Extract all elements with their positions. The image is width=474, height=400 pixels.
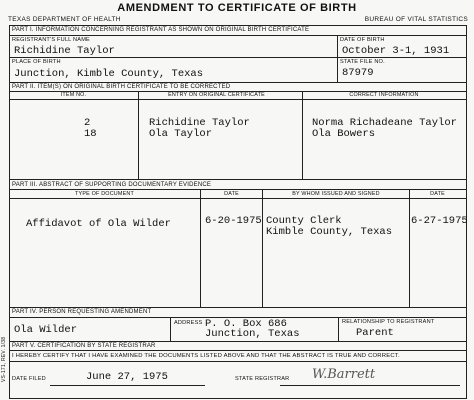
date-filed: June 27, 1975 <box>86 371 168 383</box>
item-no: 2 <box>84 117 91 129</box>
rule <box>9 99 466 100</box>
divider <box>338 317 339 341</box>
part4-heading: PART IV. PERSON REQUESTING AMENDMENT <box>12 309 152 315</box>
state-registrar-label: STATE REGISTRAR <box>235 376 290 382</box>
registrant-name-label: REGISTRANT'S FULL NAME <box>12 37 90 43</box>
registrar-underline <box>280 385 460 386</box>
col-correct-label: CORRECT INFORMATION <box>349 92 419 98</box>
registrar-signature: W.Barrett <box>312 367 376 382</box>
part5-heading: PART V. CERTIFICATION BY STATE REGISTRAR <box>12 343 156 349</box>
date-filed-underline <box>50 385 205 386</box>
correct-entry: Norma Richadeane Taylor <box>312 117 457 129</box>
rule <box>9 341 466 342</box>
col-entry-label: ENTRY ON ORIGINAL CERTIFICATE <box>168 92 265 98</box>
state-file-no-label: STATE FILE NO. <box>340 59 385 65</box>
registrant-name: Richidine Taylor <box>14 45 115 57</box>
part3-heading: PART III. ABSTRACT OF SUPPORTING DOCUMENTARY EVIDENCE <box>12 182 212 188</box>
date-of-birth-label: DATE OF BIRTH <box>340 37 385 43</box>
rule <box>9 189 466 190</box>
col-issued-label: BY WHOM ISSUED AND SIGNED <box>292 191 380 197</box>
divider <box>302 91 303 179</box>
rule <box>9 179 466 180</box>
issued-by-line1: County Clerk <box>266 215 342 227</box>
address-line1: P. O. Box 686 <box>205 318 287 330</box>
place-of-birth: Junction, Kimble County, Texas <box>14 68 204 80</box>
rule <box>9 57 466 58</box>
rule <box>9 82 466 83</box>
relationship-label: RELATIONSHIP TO REGISTRANT <box>342 319 435 325</box>
col-type-label: TYPE OF DOCUMENT <box>75 191 134 197</box>
item-no: 18 <box>84 128 97 140</box>
rule <box>9 35 466 36</box>
address-line2: Junction, Texas <box>205 328 300 340</box>
col-date-label: DATE <box>224 191 239 197</box>
divider <box>262 189 263 307</box>
form-code: VS-171, REV. 1/38 <box>1 336 7 382</box>
place-of-birth-label: PLACE OF BIRTH <box>12 59 61 65</box>
rule <box>9 307 466 308</box>
requester-name: Ola Wilder <box>14 324 78 336</box>
document-title: AMENDMENT TO CERTIFICATE OF BIRTH <box>117 2 357 14</box>
date-filed-label: DATE FILED <box>12 376 46 382</box>
col-state-date-label: DATE <box>430 191 445 197</box>
rule <box>9 350 466 351</box>
certification-text: I HEREBY CERTIFY THAT I HAVE EXAMINED THE DOCUMENTS LISTED ABOVE AND THAT THE ABSTRACT IS TRUE AND CORRECT. <box>12 353 400 359</box>
part1-heading: PART I. INFORMATION CONCERNING REGISTRANT AS SHOWN ON ORIGINAL BIRTH CERTIFICATE <box>12 27 310 33</box>
date-of-birth: October 3-1, 1931 <box>342 45 450 57</box>
address-label: ADDRESS <box>174 320 203 326</box>
divider <box>337 35 338 82</box>
divider <box>138 91 139 179</box>
divider <box>409 189 410 307</box>
rule <box>9 198 466 199</box>
col-item-label: ITEM NO. <box>60 92 87 98</box>
rule <box>9 361 466 362</box>
correct-entry: Ola Bowers <box>312 128 376 140</box>
agency-left: TEXAS DEPARTMENT OF HEALTH <box>8 16 121 23</box>
original-entry: Ola Taylor <box>149 128 213 140</box>
original-entry: Richidine Taylor <box>149 117 250 129</box>
divider <box>200 189 201 307</box>
document-date: 6-20-1975 <box>205 215 262 227</box>
issued-by-line2: Kimble County, Texas <box>266 226 393 238</box>
agency-right: BUREAU OF VITAL STATISTICS <box>364 16 468 23</box>
state-file-no: 87979 <box>342 67 374 79</box>
document-type: Affidavot of Ola Wilder <box>26 218 171 230</box>
part2-heading: PART II. ITEM(S) ON ORIGINAL BIRTH CERTIFICATE TO BE CORRECTED <box>12 84 231 90</box>
divider <box>170 317 171 341</box>
state-date: 6-27-1975 <box>411 215 468 227</box>
relationship: Parent <box>356 327 394 339</box>
